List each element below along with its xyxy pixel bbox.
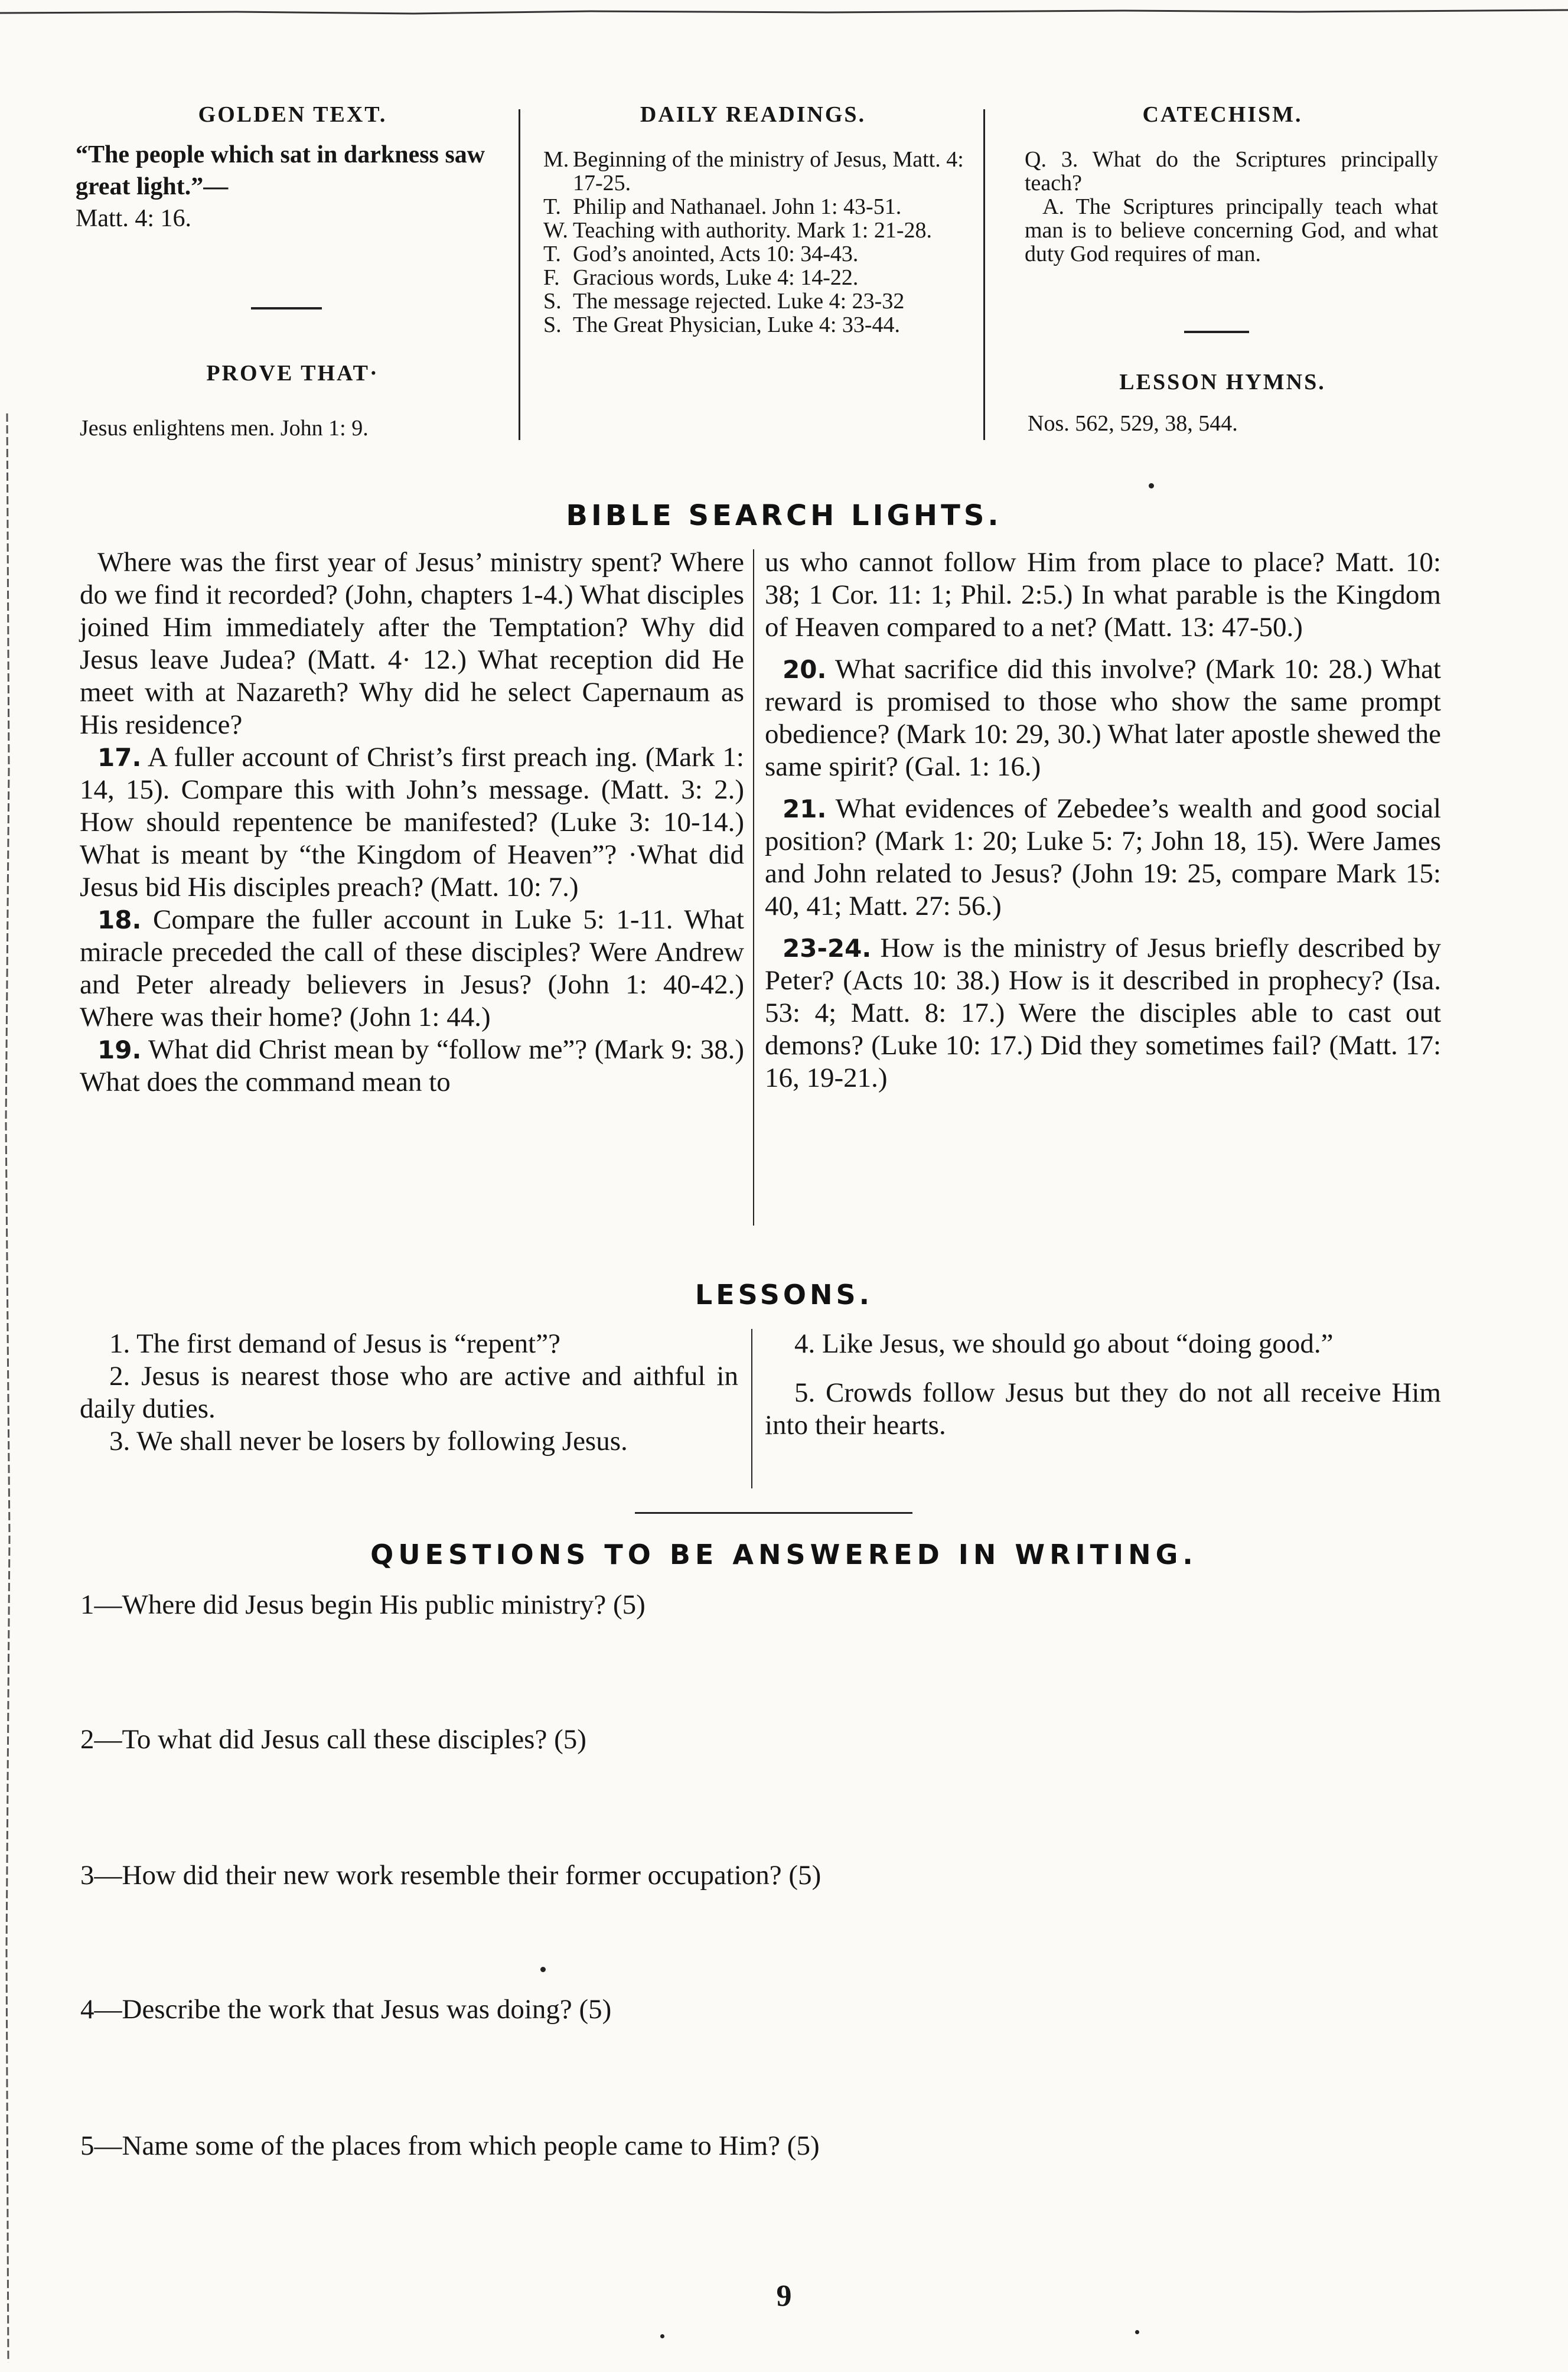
speck	[660, 2334, 664, 2338]
search-paragraph: 17. A fuller account of Christ’s first preach ing. (Mark 1: 14, 15). Compare this with John’s message. (Matt. 3: 2.) How should repentence be manifested? (Luke 3: 10-14.) What is meant by “the Kingdom of Heaven”? ·What did Jesus bid His disciples preach? (Matt. 10: 7.)	[80, 742, 744, 902]
lessons-title: LESSONS.	[695, 1279, 873, 1311]
written-question-5: 5—Name some of the places from which people came to Him? (5)	[80, 2130, 820, 2161]
bible-search-left-column	[80, 546, 744, 1099]
header-divider-2	[983, 109, 985, 440]
written-question-4: 4—Describe the work that Jesus was doing? (5)	[80, 1994, 612, 2025]
search-paragraph: Where was the first year of Jesus’ ministry spent? Where do we find it recorded? (John, chapters 1-4.) What disciples joined Him immediately after the Temptation? Why did Jesus leave Judea? (Matt. 4· 12.) What reception did He meet with at Nazareth? Why did he select Capernaum as His residence?	[80, 547, 744, 740]
bible-search-right-column	[765, 546, 1441, 1094]
written-question-1: 1—Where did Jesus begin His public ministry? (5)	[80, 1589, 646, 1620]
search-paragraph: 18. Compare the fuller account in Luke 5: 1-11. What miracle preceded the call of these disciples? Were Andrew and Peter already believers in Jesus? (John 1: 40-42.) Where was their home? (John 1: 44.)	[80, 904, 744, 1032]
search-paragraph: us who cannot follow Him from place to place? Matt. 10: 38; 1 Cor. 11: 1; Phil. 2:5.) In what parable is the Kingdom of Heaven compared to a net? (Matt. 13: 47-50.)	[765, 547, 1441, 643]
bible-search-title: BIBLE SEARCH LIGHTS.	[566, 499, 1002, 532]
catechism-answer: A. The Scriptures principally teach what man is to believe concerning God, and what duty God requires of man.	[1025, 194, 1438, 266]
top-border-line	[0, 4, 1568, 18]
prove-that-text: Jesus enlightens men. John 1: 9.	[80, 416, 369, 441]
lessons-right-column	[765, 1328, 1441, 1442]
search-paragraph: 21. What evidences of Zebedee’s wealth and good social position? (Mark 1: 20; Luke 5: 7; John 18, 15). Were James and John related to Jesus? (John 19: 25, compare Mark 15: 40, 41; Matt. 27: 56.)	[765, 793, 1442, 921]
speck	[540, 1967, 546, 1972]
lesson-hymns-title: LESSON HYMNS.	[1119, 370, 1326, 395]
search-column-divider	[753, 549, 754, 1226]
lessons-divider	[635, 1512, 912, 1514]
golden-text-reference: Matt. 4: 16.	[76, 205, 191, 232]
lesson-hymns-text: Nos. 562, 529, 38, 544.	[1028, 411, 1238, 436]
lesson-item: 5. Crowds follow Jesus but they do not all receive Him into their hearts.	[765, 1377, 1441, 1441]
golden-divider	[251, 307, 322, 309]
left-scan-edge	[0, 413, 24, 2363]
golden-text-verse: “The people which sat in darkness saw great light.”—	[76, 141, 485, 200]
golden-text	[76, 139, 510, 234]
catechism-text	[1025, 148, 1438, 266]
lessons-column-divider	[751, 1329, 752, 1488]
search-paragraph: 20. What sacrifice did this involve? (Mark 10: 28.) What reward is promised to those who show the same prompt obedience? (Mark 10: 29, 30.) What later apostle shewed the same spirit? (Gal. 1: 16.)	[765, 654, 1441, 782]
lessons-left-column	[80, 1328, 738, 1458]
header-divider-1	[519, 109, 520, 440]
reading-item: S. The message rejected. Luke 4: 23-32	[543, 289, 905, 314]
reading-item: F. Gracious words, Luke 4: 14-22.	[543, 265, 859, 290]
daily-readings-list	[543, 148, 977, 337]
search-paragraph: 19. What did Christ mean by “follow me”? (Mark 9: 38.) What does the command mean to	[80, 1034, 744, 1097]
catechism-title: CATECHISM.	[1142, 102, 1303, 127]
speck	[1149, 483, 1154, 488]
golden-text-title: GOLDEN TEXT.	[198, 102, 387, 127]
reading-item: T. Philip and Nathanael. John 1: 43-51.	[543, 194, 902, 219]
lesson-item: 3. We shall never be losers by following Jesus.	[109, 1426, 628, 1457]
reading-item: T. God’s anointed, Acts 10: 34-43.	[543, 242, 859, 266]
daily-readings-title: DAILY READINGS.	[640, 102, 866, 127]
lesson-item: 1. The first demand of Jesus is “repent”?	[109, 1328, 560, 1359]
lesson-item: 2. Jesus is nearest those who are active and aithful in daily duties.	[80, 1361, 738, 1424]
catechism-divider	[1184, 331, 1249, 333]
written-question-2: 2—To what did Jesus call these disciples? (5)	[80, 1724, 586, 1755]
written-question-3: 3—How did their new work resemble their former occupation? (5)	[80, 1860, 822, 1891]
reading-item: M. Beginning of the ministry of Jesus, Matt. 4: 17-25.	[543, 147, 964, 196]
search-paragraph: 23-24. How is the ministry of Jesus briefly described by Peter? (Acts 10: 38.) How is it described in prophecy? (Isa. 53: 4; Matt. 8: 17.) Were the disciples able to cast out demons? (Luke 10: 17.) Did they sometimes fail? (Matt. 17: 16, 19-21.)	[765, 933, 1442, 1093]
page-number: 9	[776, 2279, 792, 2313]
catechism-question: Q. 3. What do the Scriptures principally teach?	[1025, 147, 1438, 196]
prove-that-title: PROVE THAT·	[206, 361, 379, 386]
reading-item: S. The Great Physician, Luke 4: 33-44.	[543, 312, 901, 337]
reading-item: W. Teaching with authority. Mark 1: 21-28.	[543, 218, 933, 243]
lesson-item: 4. Like Jesus, we should go about “doing good.”	[794, 1328, 1334, 1359]
written-questions-title: QUESTIONS TO BE ANSWERED IN WRITING.	[370, 1539, 1198, 1571]
speck	[1135, 2330, 1139, 2334]
